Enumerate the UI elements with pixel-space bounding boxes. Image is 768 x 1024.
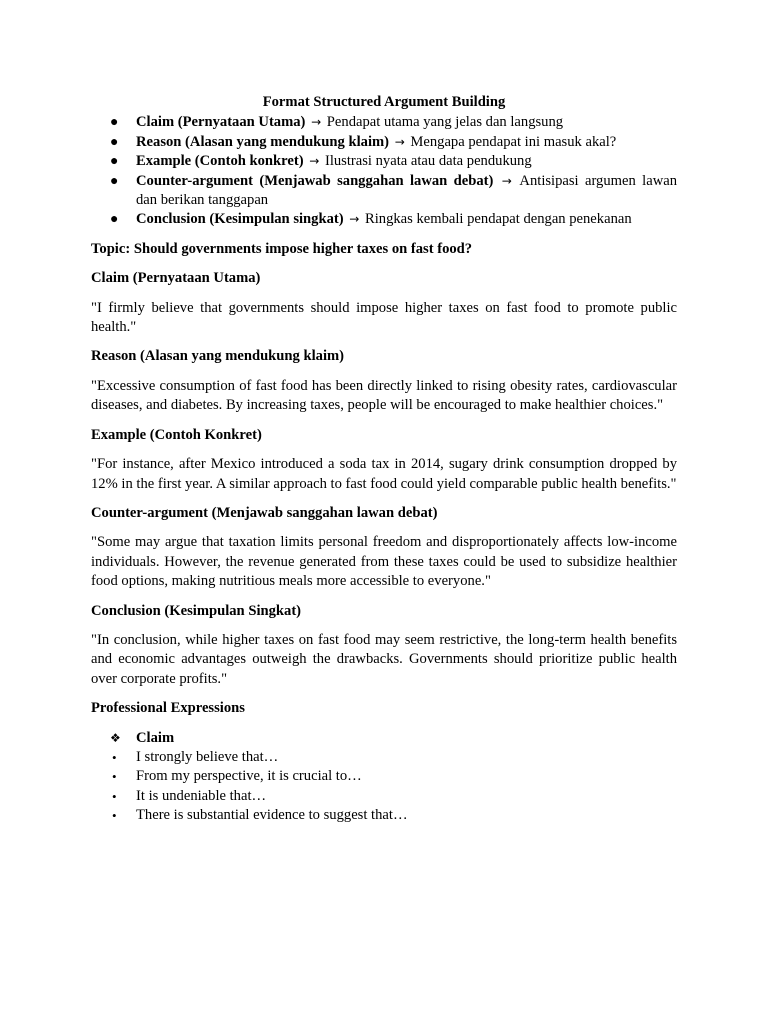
claim-text: "I firmly believe that governments should impose higher taxes on fast food to promote public health.": [91, 299, 677, 336]
format-term: Counter-argument (Menjawab sanggahan lawan debat): [136, 172, 494, 189]
expression-text: I strongly believe that…: [136, 748, 279, 765]
format-term: Claim (Pernyataan Utama): [136, 114, 306, 131]
bullet-dot-icon: •: [112, 769, 117, 785]
list-item: [91, 748, 677, 767]
right-arrow-icon: →: [501, 173, 512, 188]
bullet-dot-icon: ●: [110, 212, 119, 228]
right-arrow-icon: →: [349, 212, 360, 227]
document-title: Format Structured Argument Building: [262, 94, 506, 110]
list-item: [91, 787, 677, 806]
format-desc: Antisipasi argumen lawan dan berikan tanggapan: [136, 172, 678, 209]
format-desc: Ringkas kembali pendapat dengan penekanan: [364, 211, 632, 228]
bullet-dot-icon: •: [112, 788, 117, 804]
format-item-counter-argument: [91, 172, 677, 211]
format-term: Reason (Alasan yang mendukung klaim): [136, 133, 390, 150]
bullet-dot-icon: ●: [110, 134, 119, 150]
claim-heading: Claim (Pernyataan Utama): [91, 270, 261, 287]
right-arrow-icon: →: [311, 115, 322, 130]
counter-argument-heading: Counter-argument (Menjawab sanggahan lawan debat): [91, 504, 438, 521]
expression-text: There is substantial evidence to suggest that…: [136, 807, 408, 824]
format-item-example: [91, 152, 677, 171]
expression-text: From my perspective, it is crucial to…: [136, 768, 362, 785]
conclusion-text: "In conclusion, while higher taxes on fast food may seem restrictive, the long-term health benefits and economic advantages outweigh the drawbacks. Governments should prioritize public health over corporate profits.": [91, 631, 677, 687]
professional-expressions-heading: Professional Expressions: [91, 700, 245, 717]
format-desc: Ilustrasi nyata atau data pendukung: [324, 153, 532, 170]
expressions-list: [91, 729, 677, 826]
format-desc: Mengapa pendapat ini masuk akal?: [410, 133, 617, 150]
conclusion-heading: Conclusion (Kesimpulan Singkat): [91, 602, 302, 619]
right-arrow-icon: →: [309, 154, 320, 169]
format-desc: Pendapat utama yang jelas dan langsung: [326, 114, 564, 131]
bullet-dot-icon: ●: [110, 154, 119, 170]
bullet-dot-icon: ●: [110, 115, 119, 131]
bullet-dot-icon: ●: [110, 173, 119, 189]
example-heading: Example (Contoh Konkret): [91, 426, 262, 443]
format-term: Conclusion (Kesimpulan singkat): [136, 211, 344, 228]
format-list: [91, 113, 677, 229]
expressions-group-claim: [91, 729, 677, 748]
list-item: [91, 806, 677, 825]
topic-heading: Topic: Should governments impose higher taxes on fast food?: [91, 240, 473, 257]
example-text: "For instance, after Mexico introduced a soda tax in 2014, sugary drink consumption dropped by 12% in the first year. A similar approach to fast food could yield comparable public health benefits.": [91, 456, 677, 492]
format-item-conclusion: [91, 210, 677, 229]
expressions-group-label: Claim: [136, 729, 175, 746]
expression-text: It is undeniable that…: [136, 787, 267, 804]
bullet-dot-icon: •: [112, 808, 117, 824]
right-arrow-icon: →: [394, 134, 405, 149]
list-item: [91, 767, 677, 786]
format-item-claim: [91, 113, 677, 132]
reason-heading: Reason (Alasan yang mendukung klaim): [91, 348, 345, 365]
format-term: Example (Contoh konkret): [136, 153, 304, 170]
counter-argument-text: "Some may argue that taxation limits personal freedom and disproportionately affects low-income individuals. However, the revenue generated from these taxes could be used to subsidize healthier food options, making nutritious meals more accessible to everyone.": [91, 534, 677, 590]
bullet-dot-icon: •: [112, 749, 117, 765]
format-item-reason: [91, 133, 677, 152]
diamond-bullet-icon: ❖: [110, 730, 121, 745]
reason-text: "Excessive consumption of fast food has been directly linked to rising obesity rates, cardiovascular diseases, and diabetes. By increasing taxes, people will be encouraged to make healthier choices.": [91, 377, 677, 414]
